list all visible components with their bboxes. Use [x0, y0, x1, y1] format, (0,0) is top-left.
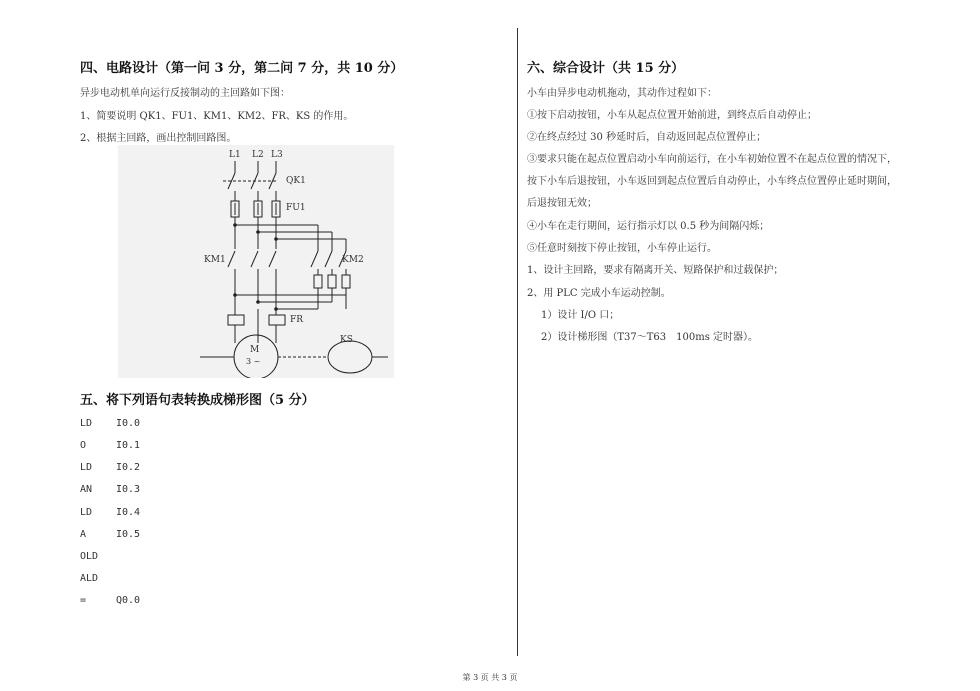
- right-column: [527, 0, 957, 691]
- statement-op: A: [80, 529, 87, 540]
- section6-step: ③要求只能在起点位置启动小车向前运行，在小车初始位置不在起点位置的情况下，: [527, 154, 897, 165]
- label-motor-m: M: [250, 345, 260, 355]
- label-km2: KM2: [342, 255, 364, 265]
- statement-op: O: [80, 440, 87, 451]
- label-l2: L2: [252, 150, 264, 160]
- section4-question-1: 1、简要说明 QK1、FU1、KM1、KM2、FR、KS 的作用。: [80, 111, 354, 122]
- statement-op: =: [80, 595, 87, 606]
- section6-question-2-sub-2: 2）设计梯形图（T37～T63 100ms 定时器）。: [541, 332, 759, 343]
- label-l1: L1: [229, 150, 241, 160]
- statement-arg: I0.1: [116, 440, 141, 451]
- label-km1: KM1: [204, 255, 226, 265]
- statement-arg: I0.5: [116, 529, 141, 540]
- statement-op: LD: [80, 462, 93, 473]
- section6-step: 按下小车后退按钮，小车返回到起点位置后自动停止，小车终点位置停止延时期间，: [527, 176, 897, 187]
- section4-title: 四、电路设计（第一问 3 分，第二问 7 分，共 10 分）: [80, 61, 404, 76]
- statement-op: LD: [80, 507, 93, 518]
- section6-step: ④小车在走行期间，运行指示灯以 0.5 秒为间隔闪烁；: [527, 221, 770, 232]
- section6-step: ②在终点经过 30 秒延时后，自动返回起点位置停止；: [527, 132, 767, 143]
- section4-question-2: 2、根据主回路，画出控制回路图。: [80, 133, 237, 144]
- section6-step: ①按下启动按钮，小车从起点位置开始前进，到终点后自动停止；: [527, 110, 817, 121]
- statement-op: AN: [80, 484, 93, 495]
- page-footer: 第 3 页 共 3 页: [462, 673, 518, 682]
- statement-op: LD: [80, 418, 93, 429]
- label-fu1: FU1: [286, 203, 306, 213]
- statement-arg: I0.2: [116, 462, 141, 473]
- label-l3: L3: [271, 150, 283, 160]
- section6-title: 六、综合设计（共 15 分）: [527, 61, 685, 76]
- section6-intro: 小车由异步电动机拖动，其动作过程如下：: [527, 88, 717, 99]
- label-motor-phase: 3 ~: [246, 357, 261, 366]
- section6-step: 后退按钮无效；: [527, 198, 597, 209]
- section6-step: ⑤任意时刻按下停止按钮，小车停止运行。: [527, 243, 717, 254]
- section4-intro: 异步电动机单向运行反接制动的主回路如下图：: [80, 88, 290, 99]
- section5-title: 五、将下列语句表转换成梯形图（5 分）: [80, 393, 315, 408]
- statement-op: ALD: [80, 573, 99, 584]
- statement-arg: I0.4: [116, 507, 141, 518]
- statement-arg: Q0.0: [116, 595, 141, 606]
- statement-arg: I0.0: [116, 418, 141, 429]
- section6-question-2-sub-1: 1）设计 I/O 口；: [541, 310, 620, 321]
- statement-arg: I0.3: [116, 484, 141, 495]
- main-circuit-diagram: [118, 145, 394, 378]
- column-divider: [517, 28, 518, 656]
- label-qk1: QK1: [286, 176, 306, 186]
- section6-question-2: 2、用 PLC 完成小车运动控制。: [527, 288, 671, 299]
- section6-question-1: 1、设计主回路，要求有隔离开关、短路保护和过载保护；: [527, 265, 784, 276]
- label-fr: FR: [290, 315, 304, 325]
- label-ks: KS: [340, 335, 353, 345]
- statement-op: OLD: [80, 551, 99, 562]
